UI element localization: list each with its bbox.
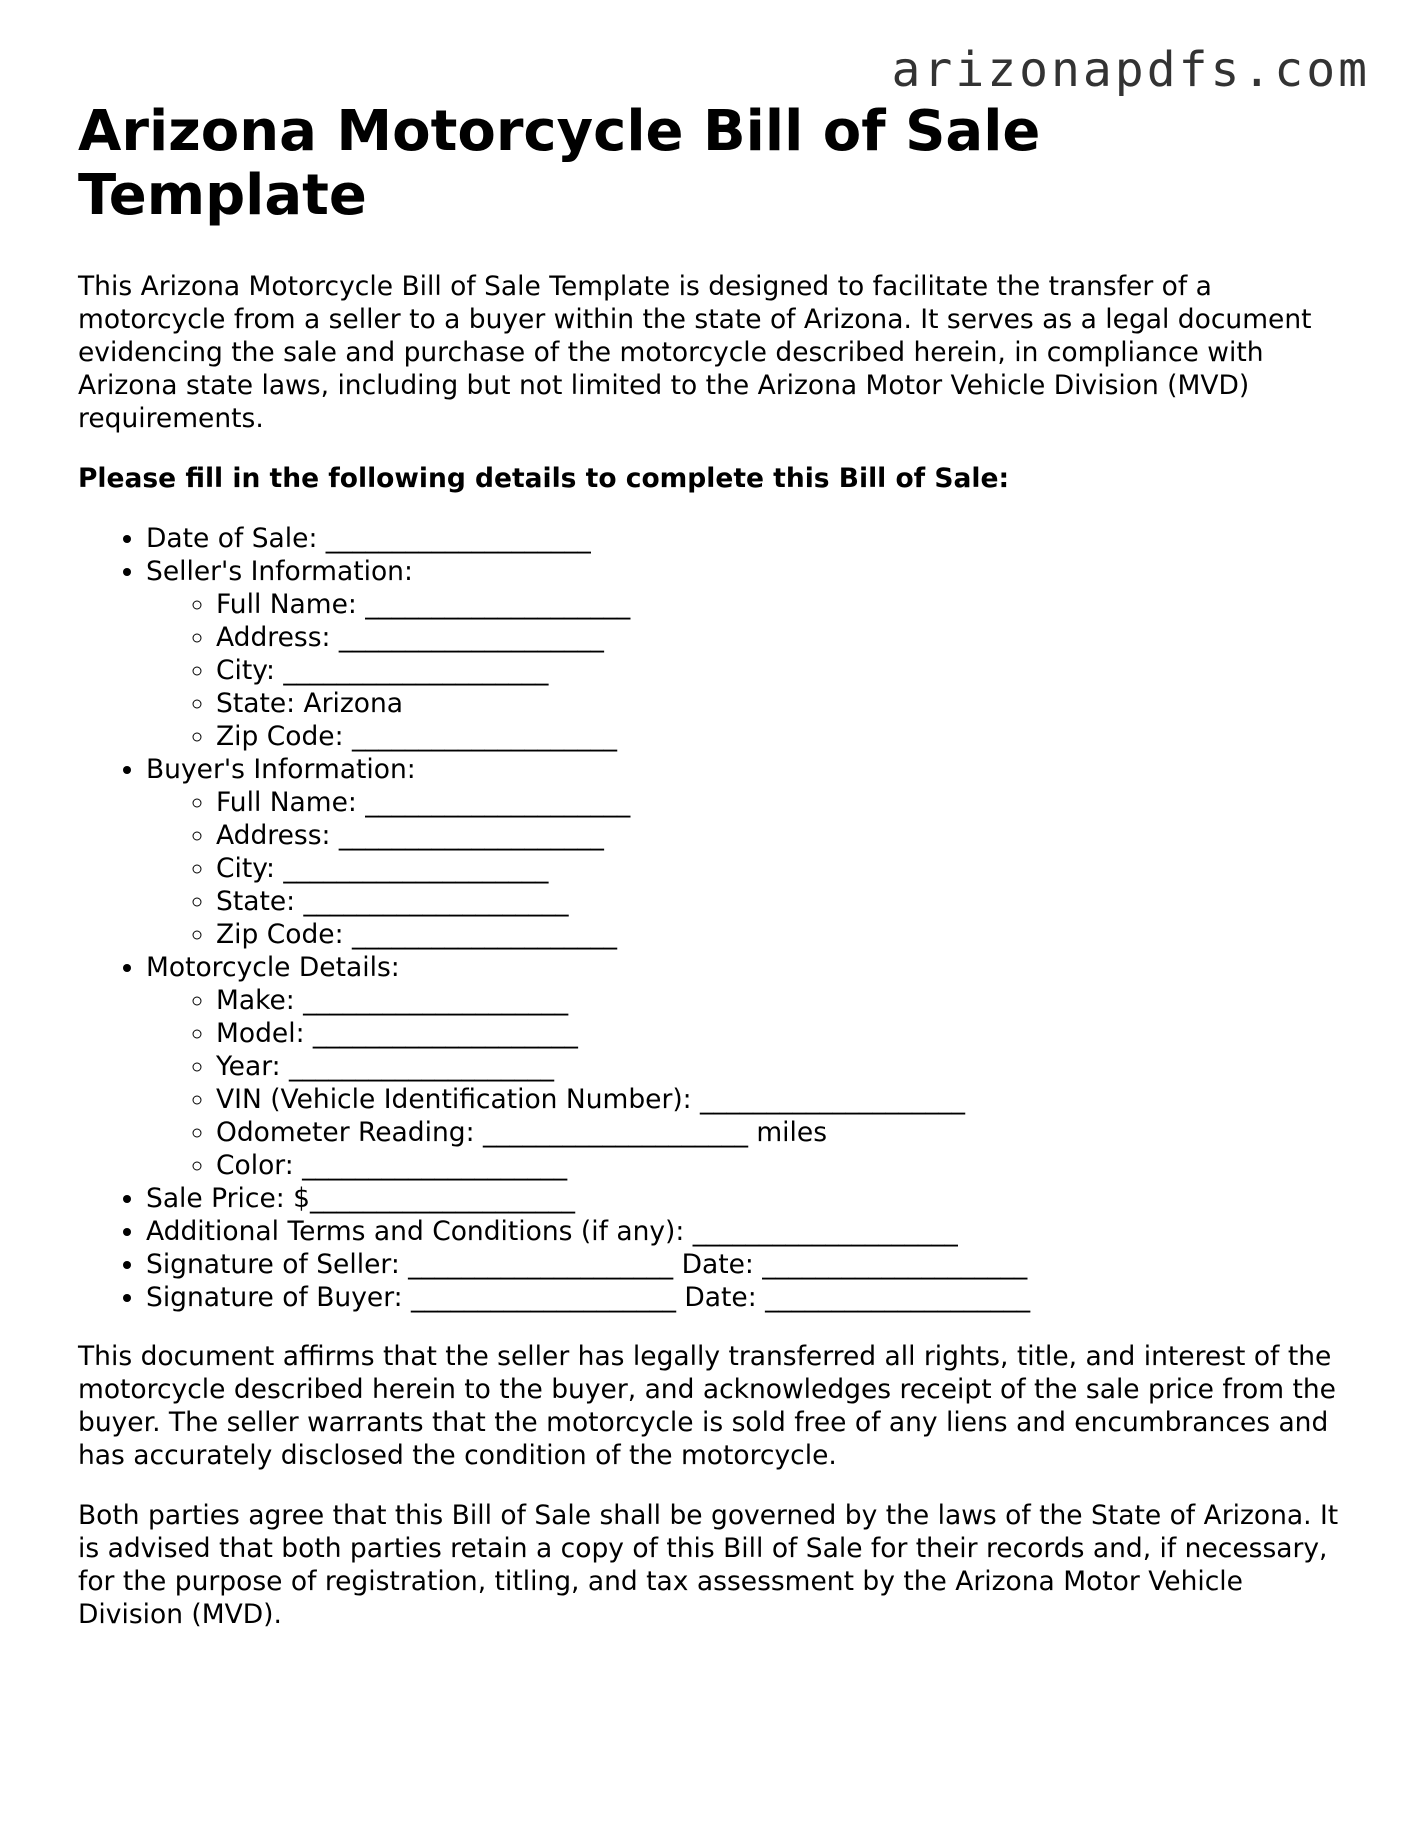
seller-fields (146, 588, 1348, 753)
seller-signature-field: • Signature of Seller: ____________________ Date: ____________________ (146, 1248, 1348, 1281)
page-title: Arizona Motorcycle Bill of Sale Template (78, 99, 1041, 228)
color-field: ◦ Color: ____________________ (216, 1149, 1348, 1182)
governing-law-paragraph: Both parties agree that this Bill of Sale shall be governed by the laws of the State of Arizona. It is advised that both parties retain a copy of this Bill of Sale for their records and, if necessary, for the purpose of registration, titling, and tax assessment by the Arizona Motor Vehicle Division (MVD). (78, 1500, 1339, 1630)
vin-field: ◦ VIN (Vehicle Identification Number): ____________________ (216, 1083, 1348, 1116)
watermark: arizonapdfs.com (891, 42, 1370, 98)
intro-paragraph: This Arizona Motorcycle Bill of Sale Template is designed to facilitate the transfer of a motorcycle from a seller to a buyer within the state of Arizona. It serves as a legal document evidencing the sale and purchase of the motorcycle described herein, in compliance with Arizona state laws, including but not limited to the Arizona Motor Vehicle Division (MVD) requirements. (78, 271, 1312, 434)
motorcycle-fields (146, 984, 1348, 1182)
fields-list (78, 522, 1348, 1314)
odometer-field: ◦ Odometer Reading: ____________________ miles (216, 1116, 1348, 1149)
document-page (78, 100, 1348, 1658)
buyer-zip-field: ◦ Zip Code: ____________________ (216, 918, 1348, 951)
seller-address-field: ◦ Address: ____________________ (216, 621, 1348, 654)
motorcycle-heading: Motorcycle Details: (146, 952, 400, 983)
year-field: ◦ Year: ____________________ (216, 1050, 1348, 1083)
seller-heading: Seller's Information: (146, 556, 413, 587)
motorcycle-section (146, 951, 1348, 1182)
model-field: ◦ Model: ____________________ (216, 1017, 1348, 1050)
buyer-address-field: ◦ Address: ____________________ (216, 819, 1348, 852)
seller-zip-field: ◦ Zip Code: ____________________ (216, 720, 1348, 753)
make-field: ◦ Make: ____________________ (216, 984, 1348, 1017)
seller-section (146, 555, 1348, 753)
buyer-city-field: ◦ City: ____________________ (216, 852, 1348, 885)
buyer-signature-field: • Signature of Buyer: ____________________ Date: ____________________ (146, 1281, 1348, 1314)
seller-full-name-field: ◦ Full Name: ____________________ (216, 588, 1348, 621)
sale-price-field: • Sale Price: $____________________ (146, 1182, 1348, 1215)
seller-state-field: ◦ State: Arizona (216, 687, 1348, 720)
seller-city-field: ◦ City: ____________________ (216, 654, 1348, 687)
affirmation-paragraph: This document affirms that the seller has legally transferred all rights, title, and interest of the motorcycle described herein to the buyer, and acknowledges receipt of the sale price from the buyer. The seller warrants that the motorcycle is sold free of any liens and encumbrances and has accurately disclosed the condition of the motorcycle. (78, 1341, 1336, 1471)
buyer-state-field: ◦ State: ____________________ (216, 885, 1348, 918)
buyer-full-name-field: ◦ Full Name: ____________________ (216, 786, 1348, 819)
date-of-sale-field: • Date of Sale: ____________________ (146, 522, 1348, 555)
instruction-text: Please fill in the following details to complete this Bill of Sale: (78, 463, 1010, 494)
additional-terms-field: • Additional Terms and Conditions (if any): ____________________ (146, 1215, 1348, 1248)
buyer-heading: Buyer's Information: (146, 754, 416, 785)
buyer-fields (146, 786, 1348, 951)
buyer-section (146, 753, 1348, 951)
